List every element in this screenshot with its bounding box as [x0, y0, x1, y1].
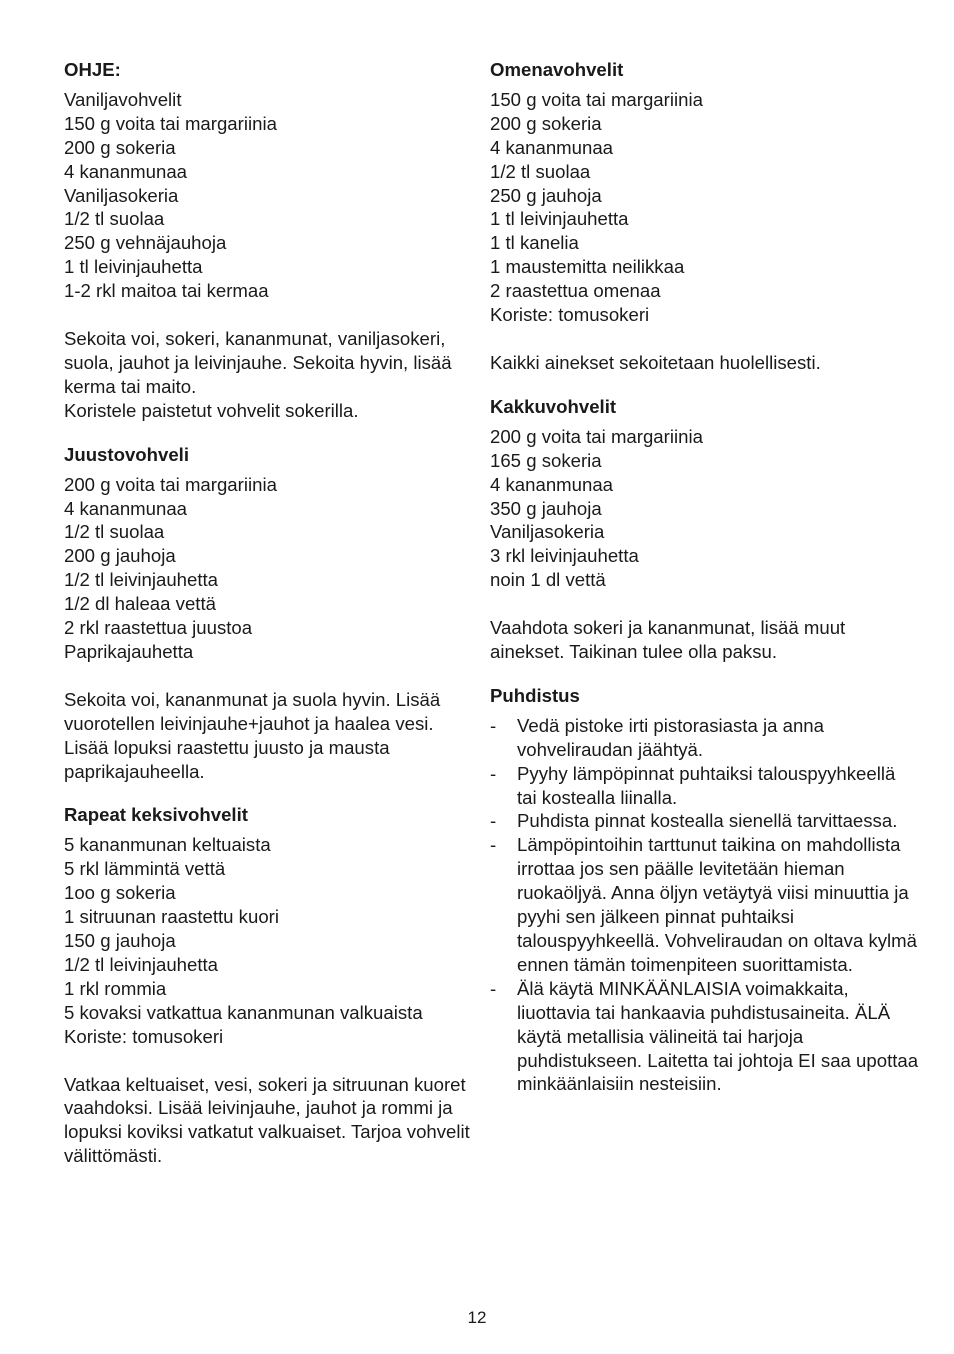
- bullet-text: Vedä pistoke irti pistorasiasta ja anna vohveliraudan jäähtyä.: [517, 714, 824, 760]
- kakku-heading: Kakkuvohvelit: [490, 395, 617, 417]
- bullet-text: Älä käytä MINKÄÄNLAISIA voimakkaita, liuottavia tai hankaavia puhdistusaineita. ÄLÄ käytä metallisia välineitä tai harjoja puhdistukseen. Laitetta tai johtoja EI saa upottaa minkäänlaisiin nesteisiin.: [517, 977, 919, 1095]
- rapeat-heading: Rapeat keksivohvelit: [64, 804, 248, 826]
- ingredient-line: 250 g vehnäjauhoja: [64, 232, 227, 254]
- omena-heading: Omenavohvelit: [490, 59, 624, 80]
- ingredient-line: 1-2 rkl maitoa tai kermaa: [64, 280, 269, 302]
- bullet-dash: -: [490, 762, 497, 784]
- list-item: [490, 977, 920, 1097]
- list-item: [490, 714, 920, 762]
- right-column: [490, 58, 920, 1096]
- ingredient-line: 4 kananmunaa: [64, 497, 188, 519]
- bullet-dash: -: [490, 810, 497, 832]
- vanilja-ingredients: [64, 88, 474, 303]
- ingredient-line: 150 g voita tai margariinia: [490, 88, 703, 110]
- ingredient-line: 150 g voita tai margariinia: [64, 112, 277, 134]
- ingredient-line: 200 g voita tai margariinia: [64, 473, 277, 495]
- ingredient-line: 200 g jauhoja: [64, 545, 176, 567]
- ingredient-line: 2 raastettua omenaa: [490, 280, 661, 302]
- left-column: [64, 58, 474, 1168]
- omena-ingredients: [490, 88, 920, 327]
- ingredient-line: 4 kananmunaa: [490, 136, 614, 158]
- ingredient-line: 1/2 tl suolaa: [64, 208, 165, 230]
- ingredient-line: Vaniljasokeria: [64, 184, 179, 206]
- bullet-dash: -: [490, 714, 497, 736]
- ingredient-line: 1 tl leivinjauhetta: [64, 256, 203, 278]
- ingredient-line: 1 sitruunan raastettu kuori: [64, 906, 279, 928]
- ingredient-line: 1/2 tl leivinjauhetta: [64, 953, 219, 975]
- bullet-dash: -: [490, 977, 497, 999]
- omena-instructions: Kaikki ainekset sekoitetaan huolellisesti.: [490, 351, 821, 373]
- ingredient-line: 1 rkl rommia: [64, 977, 167, 999]
- ingredient-line: 350 g jauhoja: [490, 497, 602, 519]
- ingredient-line: 1 tl leivinjauhetta: [490, 208, 629, 230]
- list-item: [490, 762, 920, 810]
- ingredient-line: 2 rkl raastettua juustoa: [64, 617, 253, 639]
- ingredient-line: 1 maustemitta neilikkaa: [490, 256, 685, 278]
- juusto-instructions: Sekoita voi, kananmunat ja suola hyvin. Lisää vuorotellen leivinjauhe+jauhot ja haalea vesi. Lisää lopuksi raastettu juusto ja mausta paprikajauheella.: [64, 688, 441, 782]
- ingredient-line: 1/2 tl leivinjauhetta: [64, 569, 219, 591]
- rapeat-instructions: Vatkaa keltuaiset, vesi, sokeri ja sitruunan kuoret vaahdoksi. Lisää leivinjauhe, jauhot ja rommi ja lopuksi koviksi vatkatut valkuaiset. Tarjoa vohvelit välittömästi.: [64, 1073, 470, 1167]
- ingredient-line: Paprikajauhetta: [64, 640, 194, 662]
- ingredient-line: 1/2 dl haleaa vettä: [64, 593, 216, 615]
- ingredient-line: 3 rkl leivinjauhetta: [490, 545, 639, 567]
- ingredient-line: 5 rkl lämmintä vettä: [64, 858, 226, 880]
- juusto-ingredients: [64, 473, 474, 664]
- ingredient-line: 250 g jauhoja: [490, 184, 602, 206]
- ingredient-line: 1 tl kanelia: [490, 232, 579, 254]
- bullet-text: Lämpöpintoihin tarttunut taikina on mahdollista irrottaa jos sen päälle levitetään hieman ruokaöljyä. Anna öljyn vetäytyä viisi minuuttia ja pyyhi sen jälkeen pinnat puhtaiksi talouspyyhkeellä. Vohveliraudan on oltava kylmä ennen tämän toimenpiteen suorittamista.: [517, 834, 918, 975]
- page-number: 12: [467, 1308, 487, 1327]
- bullet-text: Pyyhy lämpöpinnat puhtaiksi talouspyyhkeellä tai kostealla liinalla.: [517, 762, 896, 808]
- ingredient-line: 5 kananmunan keltuaista: [64, 834, 271, 856]
- puhdistus-heading: Puhdistus: [490, 684, 580, 706]
- ingredient-line: 200 g voita tai margariinia: [490, 425, 703, 447]
- ingredient-line: 1/2 tl suolaa: [490, 160, 591, 182]
- ingredient-line: 4 kananmunaa: [490, 473, 614, 495]
- ingredient-line: Vaniljasokeria: [490, 521, 605, 543]
- rapeat-ingredients: [64, 833, 474, 1048]
- ingredient-line: 5 kovaksi vatkattua kananmunan valkuaista: [64, 1001, 423, 1023]
- vanilja-instructions: Sekoita voi, sokeri, kananmunat, vaniljasokeri, suola, jauhot ja leivinjauhe. Sekoita hyvin, lisää kerma tai maito.: [64, 328, 452, 397]
- bullet-dash: -: [490, 834, 497, 856]
- list-item: [490, 833, 920, 976]
- vanilja-instructions-2: Koristele paistetut vohvelit sokerilla.: [64, 399, 359, 421]
- juusto-heading: Juustovohveli: [64, 443, 190, 465]
- ingredient-line: noin 1 dl vettä: [490, 569, 606, 591]
- page-title: OHJE:: [64, 59, 121, 80]
- bullet-text: Puhdista pinnat kostealla sienellä tarvittaessa.: [517, 810, 898, 832]
- ingredient-line: 200 g sokeria: [64, 136, 176, 158]
- ingredient-line: Koriste: tomusokeri: [64, 1025, 224, 1047]
- puhdistus-list: [490, 714, 920, 1097]
- ingredient-line: 1oo g sokeria: [64, 882, 176, 904]
- ingredient-line: 200 g sokeria: [490, 112, 602, 134]
- ingredient-line: 165 g sokeria: [490, 449, 602, 471]
- ingredient-line: 150 g jauhoja: [64, 930, 176, 951]
- kakku-instructions: Vaahdota sokeri ja kananmunat, lisää muut ainekset. Taikinan tulee olla paksu.: [490, 617, 846, 663]
- list-item: [490, 809, 920, 833]
- ingredient-line: Vaniljavohvelit: [64, 88, 182, 110]
- ingredient-line: Koriste: tomusokeri: [490, 304, 650, 326]
- ingredient-line: 1/2 tl suolaa: [64, 521, 165, 543]
- ingredient-line: 4 kananmunaa: [64, 160, 188, 182]
- kakku-ingredients: [490, 425, 920, 592]
